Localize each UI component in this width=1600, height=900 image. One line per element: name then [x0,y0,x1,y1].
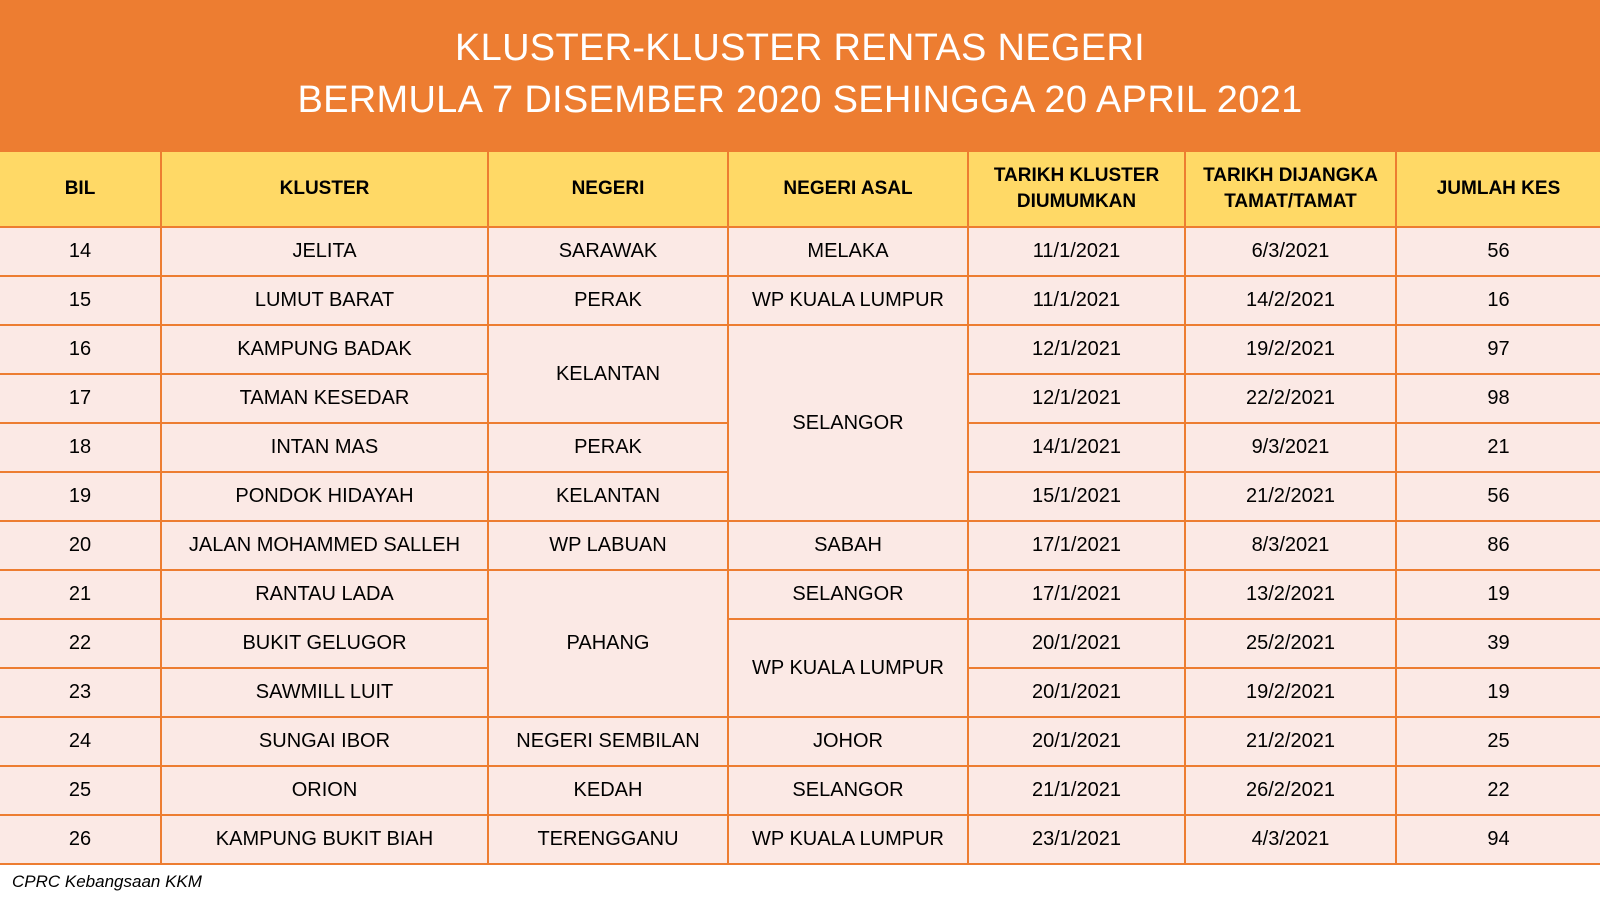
kluster-cell: KAMPUNG BUKIT BIAH [161,815,488,864]
negeri-cell: WP LABUAN [488,521,728,570]
negeri-asal-cell: SELANGOR [728,766,968,815]
column-header-negeri: NEGERI [488,152,728,227]
page-title: KLUSTER-KLUSTER RENTAS NEGERI [454,27,1145,69]
negeri-cell: TERENGGANU [488,815,728,864]
table-row [0,521,1600,570]
tarikh-diumumkan-cell: 20/1/2021 [968,668,1185,717]
jumlah-kes-cell: 22 [1396,766,1600,815]
table-row [0,570,1600,619]
tarikh-tamat-cell: 6/3/2021 [1185,227,1396,276]
bil-cell: 15 [0,276,161,325]
bil-cell: 18 [0,423,161,472]
tarikh-diumumkan-cell: 11/1/2021 [968,276,1185,325]
source-footer: CPRC Kebangsaan KKM [12,872,202,891]
column-header-tarikh-diumumkan: TARIKH KLUSTER DIUMUMKAN [968,152,1185,227]
kluster-cell: ORION [161,766,488,815]
table-row [0,815,1600,864]
jumlah-kes-cell: 97 [1396,325,1600,374]
tarikh-diumumkan-cell: 12/1/2021 [968,325,1185,374]
bil-cell: 14 [0,227,161,276]
jumlah-kes-cell: 86 [1396,521,1600,570]
tarikh-diumumkan-cell: 20/1/2021 [968,619,1185,668]
kluster-cell: INTAN MAS [161,423,488,472]
bil-cell: 16 [0,325,161,374]
tarikh-tamat-cell: 13/2/2021 [1185,570,1396,619]
table-body [0,227,1600,864]
bil-cell: 21 [0,570,161,619]
tarikh-tamat-cell: 26/2/2021 [1185,766,1396,815]
negeri-asal-cell: MELAKA [728,227,968,276]
kluster-cell: RANTAU LADA [161,570,488,619]
bil-cell: 26 [0,815,161,864]
table-row [0,717,1600,766]
kluster-cell: SAWMILL LUIT [161,668,488,717]
negeri-cell: KEDAH [488,766,728,815]
column-header-bil: BIL [0,152,161,227]
kluster-cell: SUNGAI IBOR [161,717,488,766]
jumlah-kes-cell: 21 [1396,423,1600,472]
negeri-cell: KELANTAN [488,472,728,521]
kluster-cell: JELITA [161,227,488,276]
tarikh-tamat-cell: 8/3/2021 [1185,521,1396,570]
kluster-cell: LUMUT BARAT [161,276,488,325]
column-header-negeri-asal: NEGERI ASAL [728,152,968,227]
table-header-row [0,152,1600,227]
negeri-asal-cell: SABAH [728,521,968,570]
tarikh-diumumkan-cell: 17/1/2021 [968,521,1185,570]
tarikh-tamat-cell: 21/2/2021 [1185,472,1396,521]
tarikh-diumumkan-cell: 15/1/2021 [968,472,1185,521]
negeri-cell: NEGERI SEMBILAN [488,717,728,766]
negeri-cell: KELANTAN [488,325,728,423]
page-subtitle: BERMULA 7 DISEMBER 2020 SEHINGGA 20 APRIL 2021 [297,79,1303,121]
jumlah-kes-cell: 19 [1396,570,1600,619]
jumlah-kes-cell: 94 [1396,815,1600,864]
tarikh-diumumkan-cell: 21/1/2021 [968,766,1185,815]
tarikh-diumumkan-cell: 20/1/2021 [968,717,1185,766]
negeri-asal-cell: SELANGOR [728,325,968,521]
negeri-cell: PERAK [488,423,728,472]
negeri-cell: PERAK [488,276,728,325]
table-row [0,325,1600,374]
bil-cell: 20 [0,521,161,570]
negeri-asal-cell: WP KUALA LUMPUR [728,276,968,325]
kluster-cell: PONDOK HIDAYAH [161,472,488,521]
column-header-tarikh-tamat: TARIKH DIJANGKA TAMAT/TAMAT [1185,152,1396,227]
kluster-cell: TAMAN KESEDAR [161,374,488,423]
jumlah-kes-cell: 98 [1396,374,1600,423]
tarikh-tamat-cell: 19/2/2021 [1185,325,1396,374]
tarikh-diumumkan-cell: 11/1/2021 [968,227,1185,276]
tarikh-tamat-cell: 4/3/2021 [1185,815,1396,864]
bil-cell: 25 [0,766,161,815]
table-row [0,227,1600,276]
bil-cell: 24 [0,717,161,766]
tarikh-diumumkan-cell: 14/1/2021 [968,423,1185,472]
jumlah-kes-cell: 25 [1396,717,1600,766]
negeri-asal-cell: WP KUALA LUMPUR [728,619,968,717]
negeri-asal-cell: JOHOR [728,717,968,766]
kluster-cell: JALAN MOHAMMED SALLEH [161,521,488,570]
negeri-asal-cell: WP KUALA LUMPUR [728,815,968,864]
table-row [0,276,1600,325]
bil-cell: 19 [0,472,161,521]
jumlah-kes-cell: 56 [1396,472,1600,521]
tarikh-tamat-cell: 19/2/2021 [1185,668,1396,717]
jumlah-kes-cell: 56 [1396,227,1600,276]
kluster-cell: BUKIT GELUGOR [161,619,488,668]
tarikh-diumumkan-cell: 12/1/2021 [968,374,1185,423]
column-header-kluster: KLUSTER [161,152,488,227]
bil-cell: 23 [0,668,161,717]
tarikh-tamat-cell: 9/3/2021 [1185,423,1396,472]
column-header-jumlah-kes: JUMLAH KES [1396,152,1600,227]
tarikh-diumumkan-cell: 17/1/2021 [968,570,1185,619]
bil-cell: 22 [0,619,161,668]
table-row [0,766,1600,815]
kluster-cell: KAMPUNG BADAK [161,325,488,374]
title-banner [0,0,1600,152]
tarikh-tamat-cell: 22/2/2021 [1185,374,1396,423]
cluster-table [0,152,1600,865]
jumlah-kes-cell: 19 [1396,668,1600,717]
tarikh-tamat-cell: 14/2/2021 [1185,276,1396,325]
negeri-cell: SARAWAK [488,227,728,276]
tarikh-tamat-cell: 21/2/2021 [1185,717,1396,766]
negeri-cell: PAHANG [488,570,728,717]
tarikh-tamat-cell: 25/2/2021 [1185,619,1396,668]
table-row [0,619,1600,668]
negeri-asal-cell: SELANGOR [728,570,968,619]
jumlah-kes-cell: 16 [1396,276,1600,325]
bil-cell: 17 [0,374,161,423]
jumlah-kes-cell: 39 [1396,619,1600,668]
tarikh-diumumkan-cell: 23/1/2021 [968,815,1185,864]
